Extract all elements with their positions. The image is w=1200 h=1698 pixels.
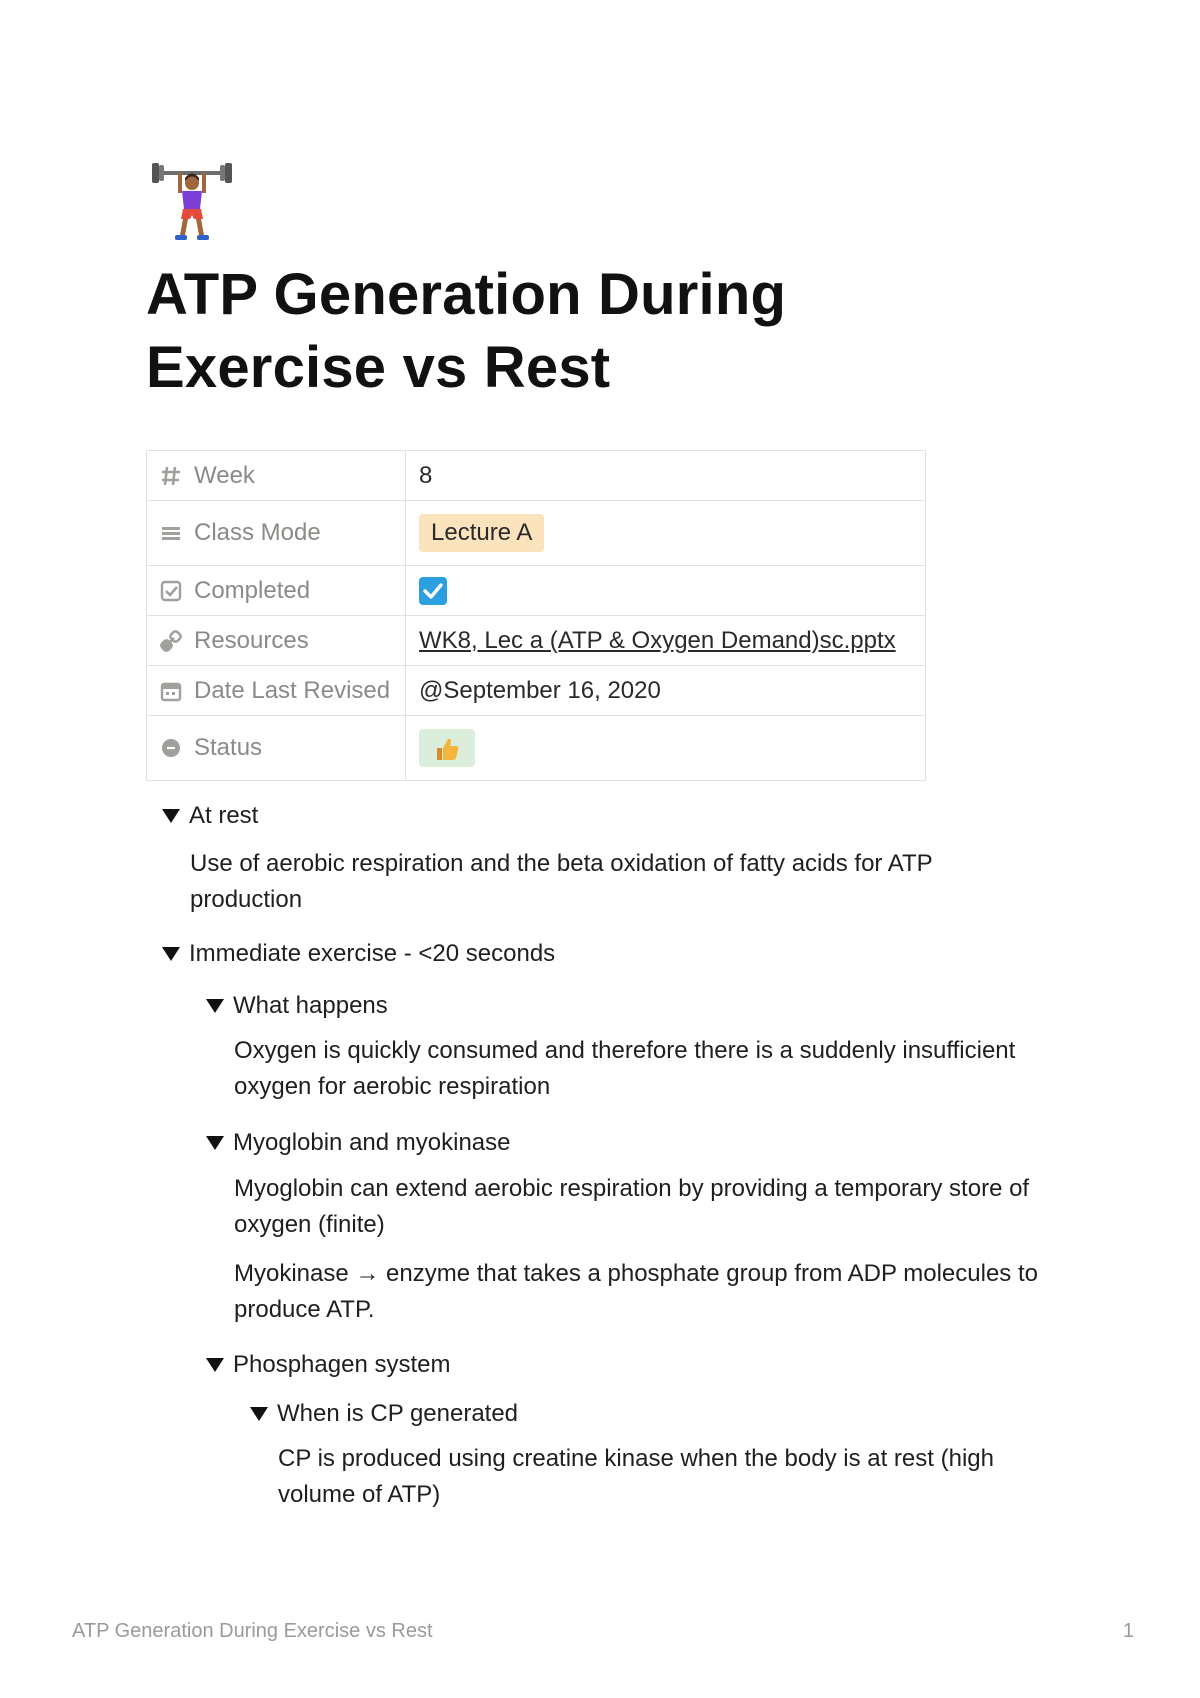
property-key-week: Week [194, 461, 255, 489]
status-icon [160, 737, 182, 759]
toggle-arrow-icon[interactable] [206, 1358, 224, 1372]
property-row-completed [147, 566, 926, 616]
page-title-line1: ATP Generation During [146, 262, 787, 327]
myoglobin-text: Myoglobin can extend aerobic respiration by providing a temporary store of oxygen (finite) [234, 1175, 1030, 1238]
toggle-label: When is CP generated [277, 1400, 519, 1427]
property-row-status [147, 716, 926, 781]
toggle-at-rest[interactable] [162, 802, 258, 830]
page-title [146, 258, 906, 404]
class-mode-tag[interactable]: Lecture A [419, 514, 544, 552]
footer-title: ATP Generation During Exercise vs Rest [72, 1620, 433, 1642]
toggle-what-happens[interactable] [206, 992, 388, 1020]
toggle-label: At rest [189, 802, 259, 829]
toggle-immediate-exercise[interactable] [162, 940, 555, 968]
property-row-week [147, 451, 926, 501]
hash-icon [160, 465, 182, 487]
property-key-class-mode: Class Mode [194, 519, 321, 546]
date-last-revised-value[interactable]: @September 16, 2020 [406, 666, 926, 716]
footer-page-number: 1 [1122, 1620, 1134, 1642]
what-happens-text: Oxygen is quickly consumed and therefore there is a suddenly insufficient oxygen for aerobic respiration [234, 1037, 1016, 1100]
cp-generated-text: CP is produced using creatine kinase when the body is at rest (high volume of ATP) [278, 1445, 994, 1508]
property-row-class-mode [147, 501, 926, 566]
toggle-arrow-icon[interactable] [206, 999, 224, 1013]
toggle-arrow-icon[interactable] [206, 1136, 224, 1150]
toggle-when-cp-generated[interactable] [250, 1400, 518, 1428]
toggle-label: What happens [233, 992, 388, 1019]
properties-table [146, 450, 926, 781]
toggle-label: Immediate exercise - <20 seconds [189, 940, 556, 967]
toggle-label: Phosphagen system [233, 1351, 451, 1378]
property-key-resources: Resources [194, 626, 309, 654]
status-thumbs-up-icon[interactable] [419, 729, 475, 767]
toggle-label: Myoglobin and myokinase [233, 1129, 511, 1156]
toggle-arrow-icon[interactable] [162, 947, 180, 961]
toggle-myoglobin-myokinase[interactable] [206, 1129, 511, 1157]
calendar-icon [160, 680, 182, 702]
completed-checkbox[interactable] [419, 577, 447, 605]
at-rest-text: Use of aerobic respiration and the beta oxidation of fatty acids for ATP production [190, 850, 933, 913]
link-icon [160, 630, 182, 652]
toggle-arrow-icon[interactable] [250, 1407, 268, 1421]
list-icon [160, 522, 182, 544]
property-key-completed: Completed [194, 576, 311, 604]
page-title-line2: Exercise vs Rest [146, 335, 611, 400]
toggle-phosphagen-system[interactable] [206, 1351, 450, 1379]
weightlifter-icon [146, 155, 238, 247]
toggle-arrow-icon[interactable] [162, 809, 180, 823]
property-key-date-last-revised: Date Last Revised [194, 676, 391, 704]
resource-file-link[interactable]: WK8, Lec a (ATP & Oxygen Demand)sc.pptx [419, 626, 896, 654]
property-row-resources [147, 616, 926, 666]
property-key-status: Status [194, 734, 263, 761]
property-value-week[interactable]: 8 [406, 451, 926, 501]
property-row-date [147, 666, 926, 716]
checkbox-icon [160, 580, 182, 602]
myokinase-text: Myokinase → enzyme that takes a phosphate group from ADP molecules to produce ATP. [234, 1260, 1038, 1323]
